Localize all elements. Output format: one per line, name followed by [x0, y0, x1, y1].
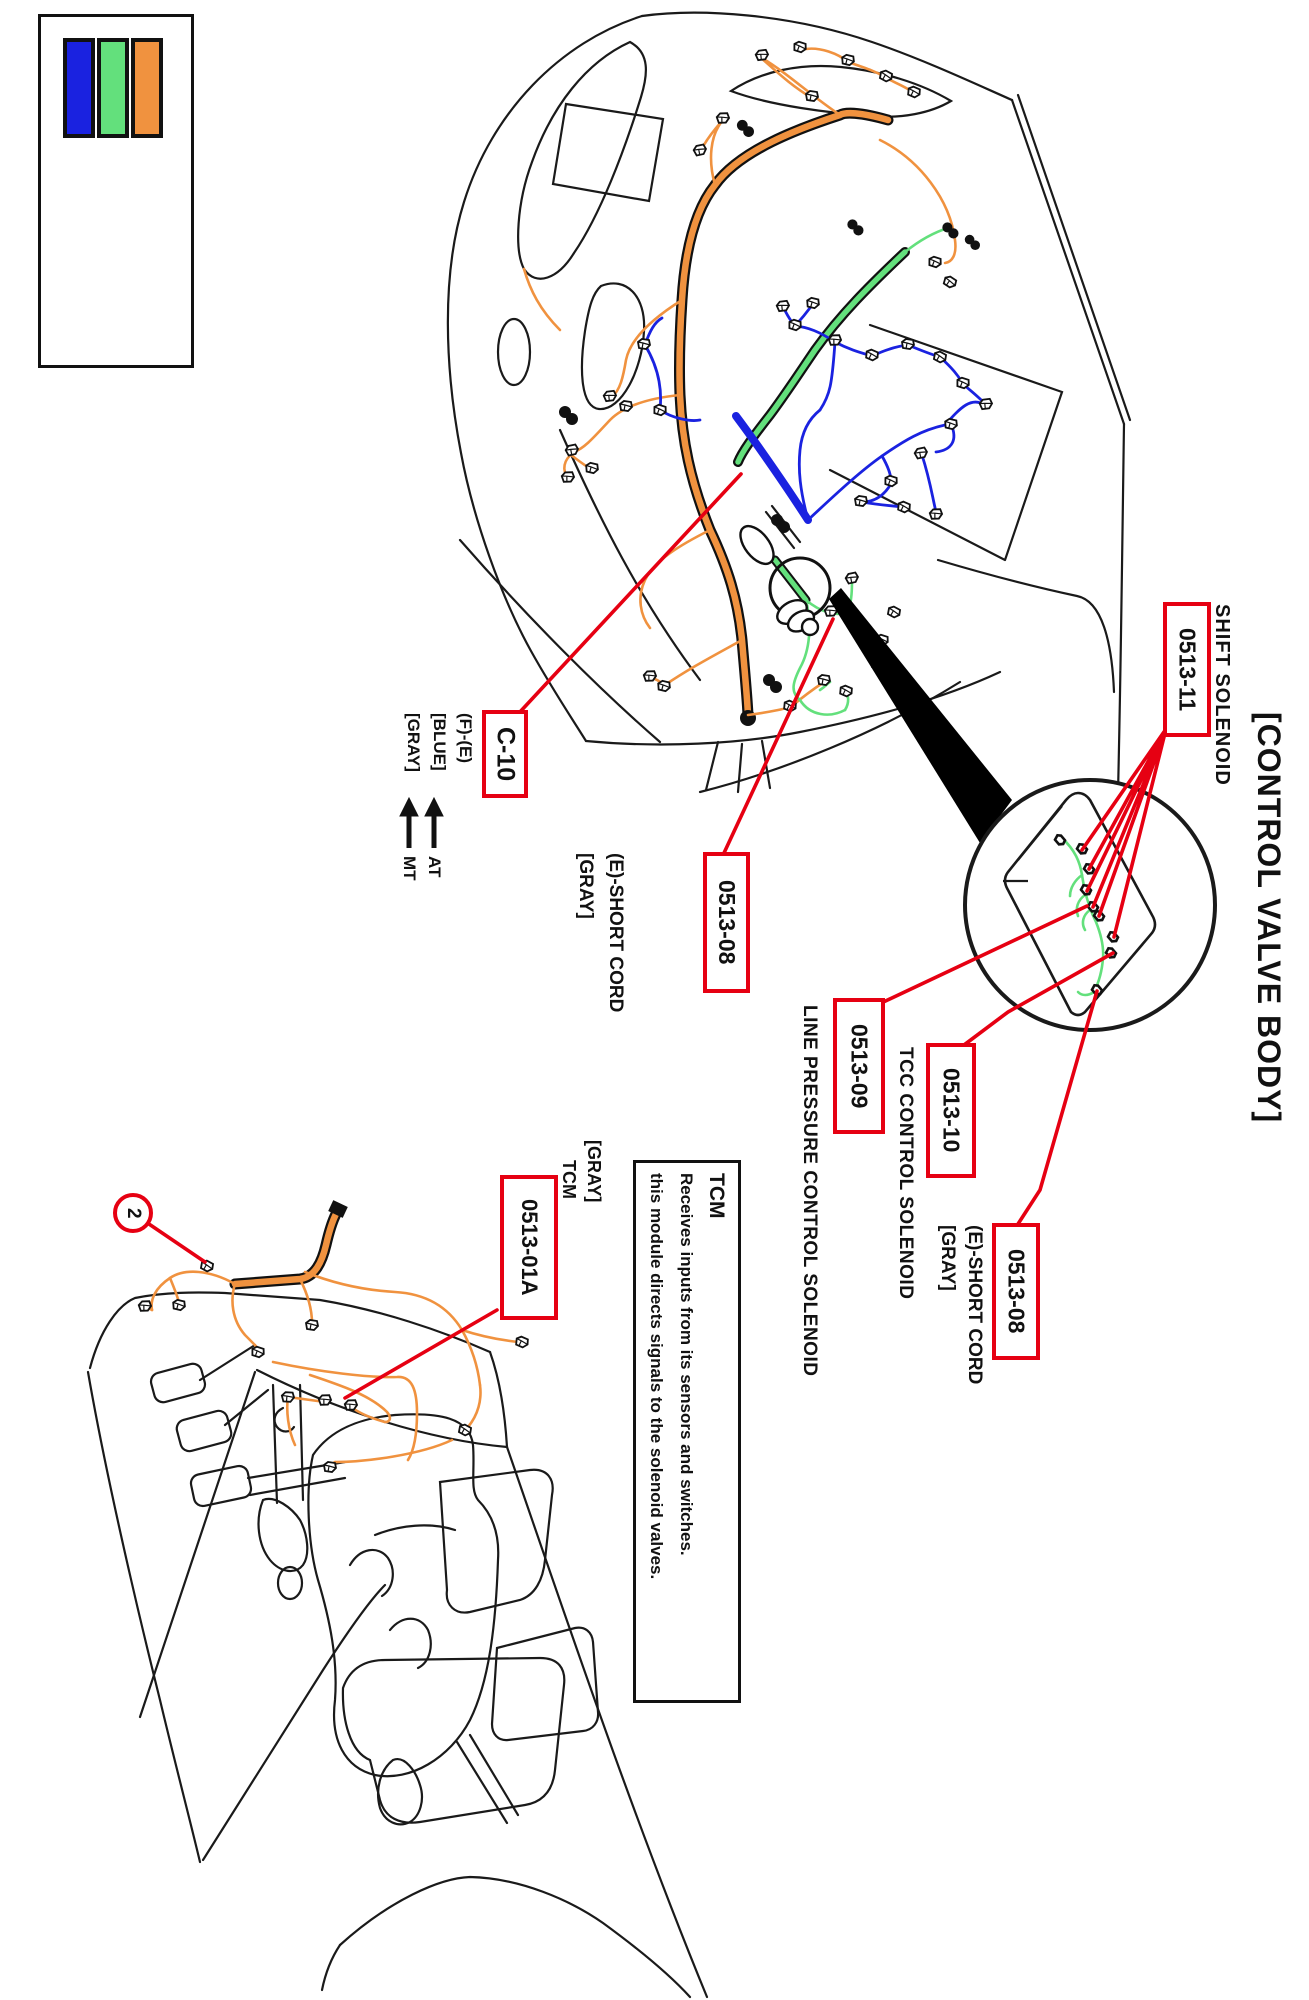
short-cord-top-line2: [GRAY] — [575, 853, 596, 919]
c10-line-blue: [BLUE] — [430, 713, 449, 771]
callout-0513-10-id: 0513-10 — [938, 1068, 965, 1153]
callout-0513-08-top — [703, 852, 750, 993]
ref-2-number: 2 — [123, 1207, 144, 1219]
short-cord-right-line2: [GRAY] — [937, 1225, 958, 1291]
tcm-location-diagram — [88, 1293, 707, 1997]
tcm-connector-gray-label: [GRAY] — [584, 1140, 604, 1203]
control-valve-body-detail — [965, 780, 1215, 1030]
tcm-harness-trunk — [235, 1200, 348, 1284]
magnifier-wedge — [829, 588, 1012, 843]
line-pressure-label: LINE PRESSURE CONTROL SOLENOID — [799, 1005, 820, 1377]
callout-0513-08-top-id: 0513-08 — [714, 880, 740, 965]
callout-0513-01a-id: 0513-01A — [517, 1199, 542, 1296]
engine-harness-swatch — [97, 38, 129, 138]
callout-0513-08-right-id: 0513-08 — [1003, 1249, 1030, 1334]
callout-0513-11 — [1163, 602, 1211, 737]
callout-0513-09-id: 0513-09 — [846, 1023, 873, 1109]
tcm-connector-tcm-label: TCM — [559, 1160, 579, 1199]
emission-harness-swatch — [63, 38, 95, 138]
ref-2-marker — [113, 1193, 153, 1233]
callout-c10 — [482, 710, 528, 798]
at-mt-labels — [397, 856, 447, 881]
tcc-label: TCC CONTROL SOLENOID — [895, 1047, 916, 1300]
callout-0513-01a — [500, 1175, 558, 1320]
page-title: [CONTROL VALVE BODY] — [1251, 712, 1287, 1124]
c10-line-fe: (F)-(E) — [456, 713, 475, 764]
shift-solenoid-label: SHIFT SOLENOID — [1211, 604, 1233, 786]
short-cord-right-labels — [934, 1225, 988, 1384]
tcm-note-text — [641, 1173, 732, 1693]
tcm-note-body1: Receives inputs from its sensors and switches. — [677, 1173, 696, 1556]
mt-label: MT — [400, 856, 419, 881]
c10-line-gray: [GRAY] — [404, 713, 423, 772]
detail-source-circle — [734, 520, 830, 636]
short-cord-top-labels — [570, 853, 630, 1012]
tcm-note-title: TCM — [705, 1173, 728, 1219]
callout-0513-08-right — [992, 1223, 1040, 1360]
short-cord-right-line1: (E)-SHORT CORD — [964, 1225, 985, 1385]
short-cord-top-line1: (E)-SHORT CORD — [605, 853, 626, 1013]
c10-labels — [400, 713, 478, 772]
callout-c10-id: C-10 — [491, 726, 520, 782]
tcm-note-box — [633, 1160, 741, 1703]
callout-0513-09 — [833, 998, 885, 1134]
callout-0513-10 — [926, 1043, 976, 1178]
tcm-note-body2: this module directs signals to the solenoid valves. — [647, 1173, 666, 1580]
at-label: AT — [425, 856, 444, 878]
front-harness-swatch — [131, 38, 163, 138]
callout-0513-11-id: 0513-11 — [1174, 627, 1201, 712]
at-mt-arrows — [400, 798, 443, 848]
